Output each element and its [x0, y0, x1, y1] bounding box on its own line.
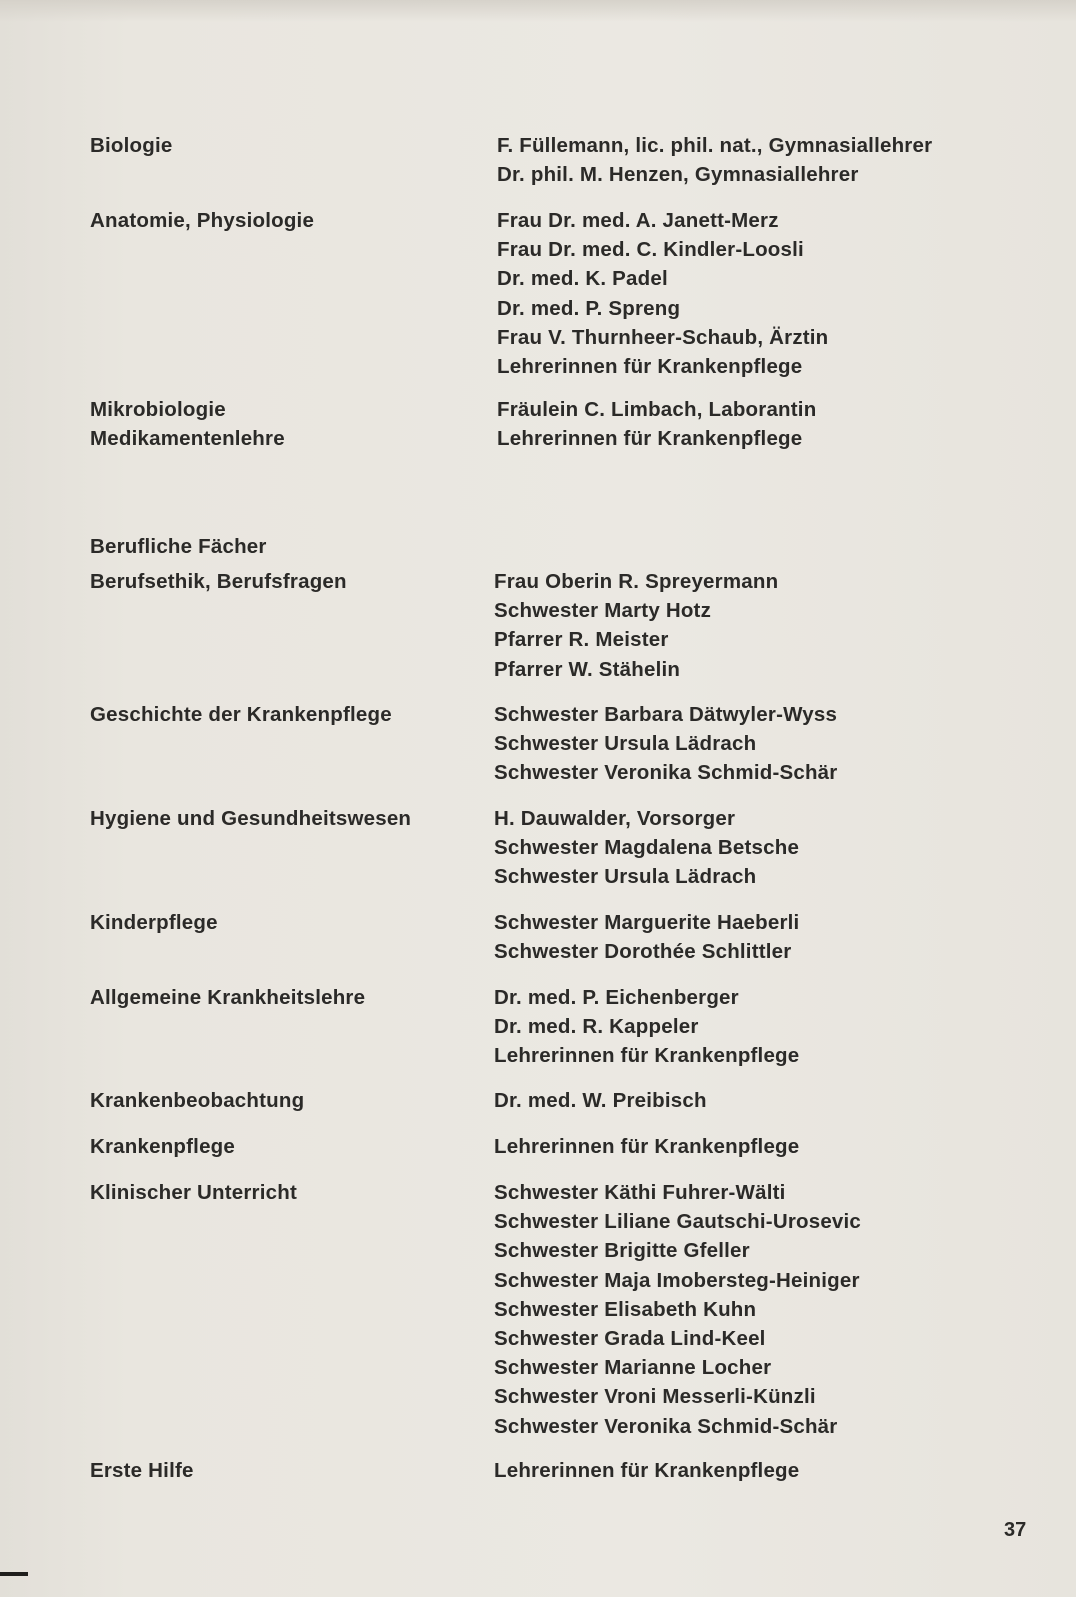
- teacher-name: Frau Dr. med. A. Janett-Merz: [497, 209, 779, 232]
- teacher-name: Lehrerinnen für Krankenpflege: [494, 1135, 800, 1158]
- subject-label: Mikrobiologie: [90, 398, 226, 421]
- teacher-name: Schwester Vroni Messerli-Künzli: [494, 1385, 816, 1409]
- teacher-list: [494, 1086, 707, 1115]
- teacher-list: [497, 395, 816, 424]
- teacher-list: [494, 700, 837, 788]
- teacher-list: [494, 1132, 799, 1161]
- teacher-name: Schwester Marianne Locher: [494, 1356, 772, 1380]
- teacher-name: H. Dauwalder, Vorsorger: [494, 807, 736, 830]
- teacher-name: Schwester Maja Imobersteg-Heiniger: [494, 1268, 860, 1292]
- teacher-name: Dr. med. W. Preibisch: [494, 1089, 707, 1112]
- subject-label: Krankenbeobachtung: [90, 1089, 305, 1112]
- teacher-name: Dr. med. R. Kappeler: [494, 1015, 699, 1039]
- teacher-list: [494, 983, 799, 1071]
- teacher-name: Fräulein C. Limbach, Laborantin: [497, 398, 817, 421]
- teacher-name: Schwester Ursula Lädrach: [494, 865, 757, 889]
- teacher-list: [497, 206, 828, 381]
- teacher-name: Schwester Ursula Lädrach: [494, 732, 757, 756]
- teacher-name: Lehrerinnen für Krankenpflege: [494, 1459, 800, 1482]
- teacher-name: Schwester Grada Lind-Keel: [494, 1327, 766, 1351]
- teacher-name: Schwester Barbara Dätwyler-Wyss: [494, 703, 838, 726]
- teacher-name: Frau Dr. med. C. Kindler-Loosli: [497, 238, 804, 262]
- teacher-name: Schwester Marguerite Haeberli: [494, 911, 800, 934]
- teacher-name: Schwester Brigitte Gfeller: [494, 1239, 750, 1263]
- teacher-name: Pfarrer R. Meister: [494, 628, 669, 652]
- subject-label: Biologie: [90, 134, 173, 157]
- section-heading: Berufliche Fächer: [90, 535, 267, 558]
- teacher-name: Schwester Magdalena Betsche: [494, 836, 800, 860]
- teacher-name: Dr. med. P. Spreng: [497, 296, 681, 320]
- subject-label: Medikamentenlehre: [90, 427, 285, 450]
- subject-label: Klinischer Unterricht: [90, 1181, 297, 1204]
- teacher-name: Dr. med. K. Padel: [497, 267, 668, 291]
- teacher-list: [497, 424, 802, 453]
- subject-label: Geschichte der Krankenpflege: [90, 703, 392, 726]
- teacher-name: Frau V. Thurnheer-Schaub, Ärztin: [497, 325, 829, 349]
- page-edge-mark: [0, 1572, 28, 1576]
- teacher-name: Dr. phil. M. Henzen, Gymnasiallehrer: [497, 163, 859, 187]
- teacher-name: Schwester Marty Hotz: [494, 599, 712, 623]
- teacher-name: F. Füllemann, lic. phil. nat., Gymnasiallehrer: [497, 134, 933, 157]
- subject-label: Berufsethik, Berufsfragen: [90, 570, 347, 593]
- teacher-list: [494, 1456, 799, 1485]
- teacher-name: Lehrerinnen für Krankenpflege: [497, 355, 803, 379]
- teacher-name: Frau Oberin R. Spreyermann: [494, 570, 779, 593]
- subject-label: Kinderpflege: [90, 911, 218, 934]
- teacher-list: [494, 804, 799, 892]
- teacher-list: [494, 567, 778, 684]
- subject-label: Anatomie, Physiologie: [90, 209, 315, 232]
- teacher-name: Dr. med. P. Eichenberger: [494, 986, 739, 1009]
- teacher-name: Schwester Veronika Schmid-Schär: [494, 761, 838, 785]
- page-number: 37: [1004, 1519, 1027, 1541]
- teacher-name: Schwester Veronika Schmid-Schär: [494, 1414, 838, 1438]
- subject-label: Krankenpflege: [90, 1135, 235, 1158]
- teacher-list: [497, 131, 932, 189]
- teacher-name: Schwester Liliane Gautschi-Urosevic: [494, 1210, 862, 1234]
- subject-label: Hygiene und Gesundheitswesen: [90, 807, 412, 830]
- subject-label: Erste Hilfe: [90, 1459, 194, 1482]
- teacher-name: Lehrerinnen für Krankenpflege: [494, 1044, 800, 1068]
- teacher-name: Lehrerinnen für Krankenpflege: [497, 427, 803, 450]
- teacher-name: Schwester Dorothée Schlittler: [494, 940, 792, 964]
- teacher-name: Schwester Elisabeth Kuhn: [494, 1297, 757, 1321]
- page-top-shadow: [0, 0, 1076, 22]
- teacher-list: [494, 1178, 861, 1441]
- teacher-name: Pfarrer W. Stähelin: [494, 657, 681, 681]
- teacher-list: [494, 908, 799, 966]
- subject-label: Allgemeine Krankheitslehre: [90, 986, 366, 1009]
- teacher-name: Schwester Käthi Fuhrer-Wälti: [494, 1181, 786, 1204]
